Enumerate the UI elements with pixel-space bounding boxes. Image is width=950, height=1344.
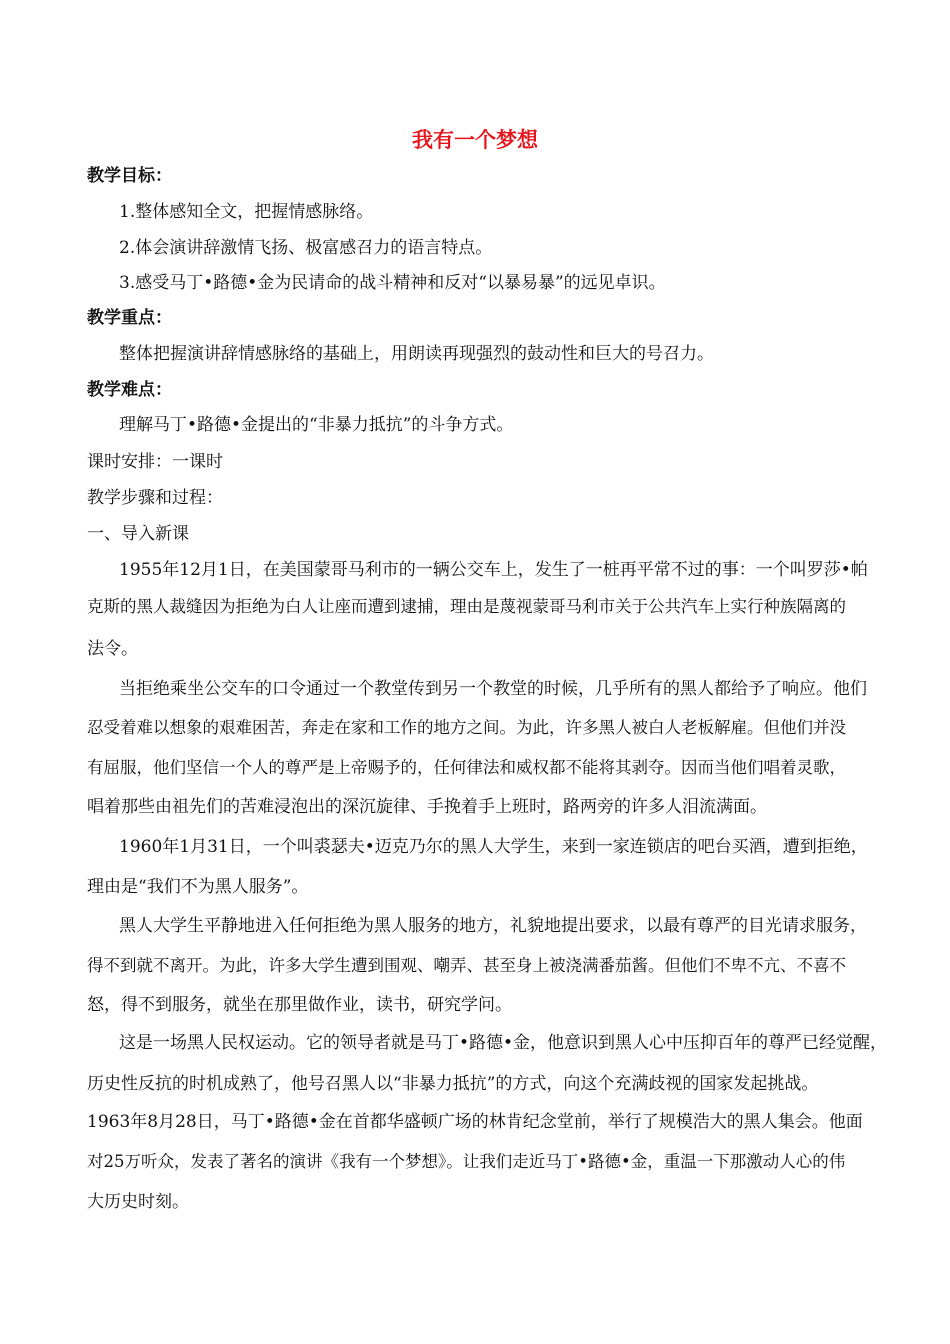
paragraph-line: 1963年8月28日，马丁•路德•金在首都华盛顿广场的林肯纪念堂前，举行了规模浩大的黑人集会。他面 xyxy=(87,1112,863,1132)
section-heading: 一、导入新课 xyxy=(87,524,189,544)
key-points-text: 整体把握演讲辞情感脉络的基础上，用朗读再现强烈的鼓动性和巨大的号召力。 xyxy=(119,344,714,364)
objective-item: 2.体会演讲辞激情飞扬、极富感召力的语言特点。 xyxy=(119,238,493,258)
key-points-heading: 教学重点： xyxy=(87,308,172,328)
difficulties-heading: 教学难点： xyxy=(87,380,172,400)
page-title: 我有一个梦想 xyxy=(412,128,538,152)
paragraph-line: 有屈服，他们坚信一个人的尊严是上帝赐予的，任何律法和威权都不能将其剥夺。因而当他们唱着灵歌， xyxy=(87,758,846,777)
paragraph-line: 忍受着难以想象的艰难困苦，奔走在家和工作的地方之间。为此，许多黑人被白人老板解雇。但他们并没 xyxy=(87,718,846,737)
objectives-heading: 教学目标： xyxy=(87,166,172,186)
paragraph-line: 理由是“我们不为黑人服务”。 xyxy=(87,877,309,897)
paragraph-line: 黑人大学生平静地进入任何拒绝为黑人服务的地方，礼貌地提出要求，以最有尊严的目光请求服务， xyxy=(119,916,867,936)
paragraph-line: 对25万听众，发表了著名的演讲《我有一个梦想》。让我们走近马丁•路德•金，重温一下那激动人心的伟 xyxy=(87,1152,846,1171)
objective-item: 1.整体感知全文，把握情感脉络。 xyxy=(119,202,374,222)
difficulties-text: 理解马丁•路德•金提出的“非暴力抵抗”的斗争方式。 xyxy=(119,415,514,435)
paragraph-line: 这是一场黑人民权运动。它的领导者就是马丁•路德•金，他意识到黑人心中压抑百年的尊严已经觉醒， xyxy=(119,1033,888,1053)
paragraph-line: 克斯的黑人裁缝因为拒绝为白人让座而遭到逮捕，理由是蔑视蒙哥马利市关于公共汽车上实行种族隔离的 xyxy=(87,597,846,616)
steps-heading: 教学步骤和过程： xyxy=(87,488,223,508)
paragraph-line: 怒，得不到服务，就坐在那里做作业，读书，研究学问。 xyxy=(87,995,512,1015)
paragraph-line: 1955年12月1日，在美国蒙哥马利市的一辆公交车上，发生了一桩再平常不过的事：一个叫罗莎•帕 xyxy=(119,560,868,580)
paragraph-line: 当拒绝乘坐公交车的口令通过一个教堂传到另一个教堂的时候，几乎所有的黑人都给予了响应。他们 xyxy=(119,679,867,699)
paragraph-line: 唱着那些由祖先们的苦难浸泡出的深沉旋律、手挽着手上班时，路两旁的许多人泪流满面。 xyxy=(87,797,767,817)
paragraph-line: 得不到就不离开。为此，许多大学生遭到围观、嘲弄、甚至身上被浇满番茄酱。但他们不卑不亢、不喜不 xyxy=(87,956,846,975)
paragraph-line: 大历史时刻。 xyxy=(87,1192,189,1212)
objective-item: 3.感受马丁•路德•金为民请命的战斗精神和反对“以暴易暴”的远见卓识。 xyxy=(119,273,666,293)
paragraph-line: 历史性反抗的时机成熟了，他号召黑人以“非暴力抵抗”的方式，向这个充满歧视的国家发起挑战。 xyxy=(87,1074,819,1094)
paragraph-line: 法令。 xyxy=(87,639,138,659)
schedule-text: 课时安排：一课时 xyxy=(87,452,223,472)
paragraph-line: 1960年1月31日，一个叫裘瑟夫•迈克乃尔的黑人大学生，来到一家连锁店的吧台买酒，遭到拒绝， xyxy=(119,837,868,857)
